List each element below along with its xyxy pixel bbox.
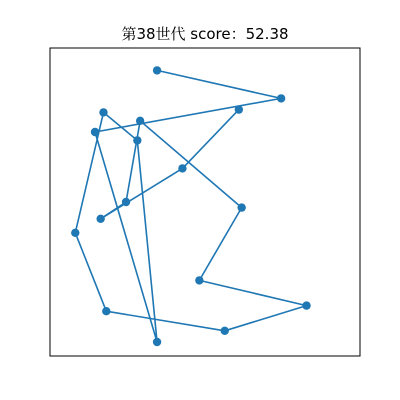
data-point bbox=[71, 229, 79, 237]
data-point bbox=[153, 338, 161, 346]
data-point bbox=[122, 198, 130, 206]
data-point bbox=[237, 203, 245, 211]
data-point bbox=[235, 105, 243, 113]
data-point bbox=[99, 108, 107, 116]
data-point bbox=[102, 307, 110, 315]
data-point bbox=[136, 117, 144, 125]
data-point bbox=[195, 276, 203, 284]
data-point bbox=[96, 215, 104, 223]
chart-title: 第38世代 score：52.38 bbox=[121, 25, 289, 43]
data-point bbox=[302, 301, 310, 309]
data-point bbox=[91, 128, 99, 136]
data-point bbox=[133, 136, 141, 144]
data-point bbox=[178, 164, 186, 172]
data-point bbox=[221, 327, 229, 335]
data-point bbox=[277, 94, 285, 102]
data-point bbox=[153, 66, 161, 74]
